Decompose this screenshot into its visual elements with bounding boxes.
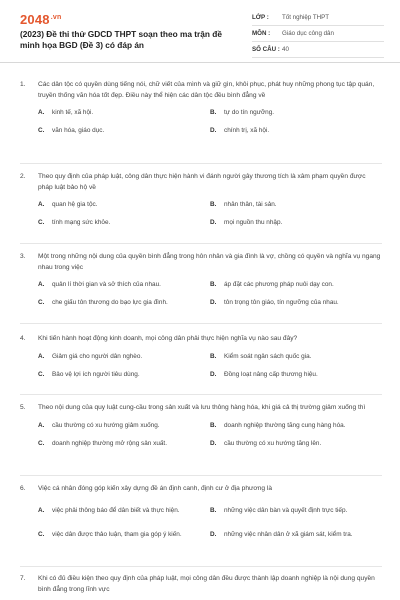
option-b[interactable]: B. Kiểm soát ngân sách quốc gia. bbox=[210, 352, 312, 360]
question-text: Một trong những nội dung của quyền bình đẳng trong hôn nhân và gia đình là vợ, chồng có quyền và nghĩa vụ ngang nhau trong việc bbox=[38, 253, 381, 271]
question-text: Khi có đủ điều kiện theo quy định của pháp luật, mọi công dân đều được thành lập doanh nghiệp là nội dung quyền bình đẳng trong lĩnh vực bbox=[38, 575, 375, 593]
question-text: Theo nội dung của quy luật cung-cầu trong sản xuất và lưu thông hàng hóa, khi giá cả thị trường giảm xuống thì bbox=[38, 404, 366, 411]
meta-subject: MÔN : Giáo dục công dân bbox=[252, 26, 384, 42]
option-d[interactable]: D. cầu thường có xu hướng tăng lên. bbox=[210, 439, 322, 447]
option-a[interactable]: A. kinh tế, xã hội. bbox=[38, 109, 94, 116]
divider bbox=[20, 323, 382, 324]
meta-question-count: SỐ CÂU : 40 bbox=[252, 42, 384, 58]
option-d[interactable]: D. Đồng loạt nâng cấp thương hiệu. bbox=[210, 370, 318, 378]
divider bbox=[20, 163, 382, 164]
option-c[interactable]: C. doanh nghiệp thường mở rộng sản xuất. bbox=[38, 439, 167, 447]
option-a[interactable]: A. việc phải thông báo để dân biết và thực hiện. bbox=[38, 507, 180, 514]
question-4: 4. Khi tiến hành hoạt động kinh doanh, mọi công dân phải thực hiện nghĩa vụ nào sau đây? A. Giảm giá cho người dân nghèo. B. Kiểm soát ngân sách quốc gia. C. Bảo vệ lợi ích người tiêu dùng. D. Đồng loạt nâng cấp thương hiệu. bbox=[20, 334, 382, 388]
option-b[interactable]: B. doanh nghiệp thường tăng cung hàng hóa. bbox=[210, 421, 346, 429]
divider bbox=[20, 475, 382, 476]
exam-meta bbox=[252, 10, 384, 58]
divider bbox=[20, 566, 382, 567]
option-b[interactable]: B. áp đặt các phương pháp nuôi dạy con. bbox=[210, 281, 334, 288]
option-b[interactable]: B. những việc dân bàn và quyết định trực tiếp. bbox=[210, 507, 348, 514]
question-2: 2. Theo quy định của pháp luật, công dân thực hiện hành vi đánh người gây thương tích là xâm phạm quyền được pháp luật bảo hộ về A. quan hệ gia tộc. B. nhân thân, tài sản. C. tính mạng sức khỏe. D. mọi nguồn thu nhập. bbox=[20, 172, 382, 236]
site-logo[interactable]: $2048^{.vn}$ bbox=[20, 12, 62, 27]
worksheet-header bbox=[0, 0, 400, 63]
page-title: (2023) Đề thi thử GDCD THPT soạn theo ma trận đề minh họa BGD (Đề 3) có đáp án bbox=[20, 29, 222, 50]
question-5: 5. Theo nội dung của quy luật cung-cầu trong sản xuất và lưu thông hàng hóa, khi giá cả thị trường giảm xuống thì A. cầu thường có xu hướng giảm xuống. B. doanh nghiệp thường tăng cung hàng hóa. C. doanh nghiệp thường mở rộng sản xuất. D. cầu thường có xu hướng tăng lên. bbox=[20, 403, 382, 457]
option-c[interactable]: C. văn hóa, giáo dục. bbox=[38, 127, 105, 134]
option-c[interactable]: C. tính mạng sức khỏe. bbox=[38, 219, 111, 226]
question-text: Khi tiến hành hoạt động kinh doanh, mọi công dân phải thực hiện nghĩa vụ nào sau đây? bbox=[38, 335, 298, 342]
option-b[interactable]: B. nhân thân, tài sản. bbox=[210, 201, 277, 208]
question-1: 1. Các dân tộc có quyền dùng tiếng nói, chữ viết của mình và giữ gìn, khôi phục, phát huy những phong tục tập quán, truyền thống văn hóa tốt đẹp. Điều này thể hiện các dân tộc đều bình đẳng về A. kinh tế, xã hội. B. tự do tín ngưỡng. C. văn hóa, giáo dục. D. chính trị, xã hội. bbox=[20, 80, 382, 144]
option-a[interactable]: A. cầu thường có xu hướng giảm xuống. bbox=[38, 421, 160, 429]
option-b[interactable]: B. tự do tín ngưỡng. bbox=[210, 109, 275, 116]
option-c[interactable]: C. việc dân được thảo luận, tham gia góp ý kiến. bbox=[38, 531, 182, 538]
option-d[interactable]: D. mọi nguồn thu nhập. bbox=[210, 219, 283, 226]
divider bbox=[20, 243, 382, 244]
option-a[interactable]: A. Giảm giá cho người dân nghèo. bbox=[38, 352, 143, 360]
meta-class: LỚP : Tốt nghiệp THPT bbox=[252, 10, 384, 26]
option-d[interactable]: D. chính trị, xã hội. bbox=[210, 127, 270, 134]
question-7: 7. Khi có đủ điều kiện theo quy định của pháp luật, mọi công dân đều được thành lập doanh nghiệp là nội dung quyền bình đẳng trong lĩnh vực bbox=[20, 574, 382, 595]
option-d[interactable]: D. tôn trọng tôn giáo, tín ngưỡng của nhau. bbox=[210, 299, 339, 306]
question-text: Việc cá nhân đóng góp kiến xây dựng đề án định canh, định cư ở địa phương là bbox=[38, 485, 273, 492]
option-a[interactable]: A. quan hệ gia tộc. bbox=[38, 201, 98, 208]
question-text: Theo quy định của pháp luật, công dân thực hiện hành vi đánh người gây thương tích là xâm phạm quyền được pháp luật bảo hộ về bbox=[38, 173, 366, 191]
option-c[interactable]: C. Bảo vệ lợi ích người tiêu dùng. bbox=[38, 370, 140, 378]
question-6: 6. Việc cá nhân đóng góp kiến xây dựng đề án định canh, định cư ở địa phương là A. việc phải thông báo để dân biết và thực hiện. B. những việc dân bàn và quyết định trực tiếp. C. việc dân được thảo luận, tham gia góp ý kiến. D. những việc nhân dân ở xã giám sát, kiểm tra. bbox=[20, 484, 382, 544]
question-3: 3. Một trong những nội dung của quyền bình đẳng trong hôn nhân và gia đình là vợ, chồng có quyền và nghĩa vụ ngang nhau trong việc A. quản lí thời gian và sở thích của nhau. B. áp đặt các phương pháp nuôi dạy con. C. che giấu tôn thương do bạo lực gia đình. D. tôn trọng tôn giáo, tín ngưỡng của nhau. bbox=[20, 252, 382, 316]
option-d[interactable]: D. những việc nhân dân ở xã giám sát, kiểm tra. bbox=[210, 531, 353, 538]
divider bbox=[20, 394, 382, 395]
question-text: Các dân tộc có quyền dùng tiếng nói, chữ viết của mình và giữ gìn, khôi phục, phát huy những phong tục tập quán, truyền thống văn hóa tốt đẹp. Điều này thể hiện các dân tộc đều bình đẳng về bbox=[38, 81, 375, 99]
option-c[interactable]: C. che giấu tôn thương do bạo lực gia đình. bbox=[38, 299, 168, 306]
option-a[interactable]: A. quản lí thời gian và sở thích của nhau. bbox=[38, 281, 161, 288]
